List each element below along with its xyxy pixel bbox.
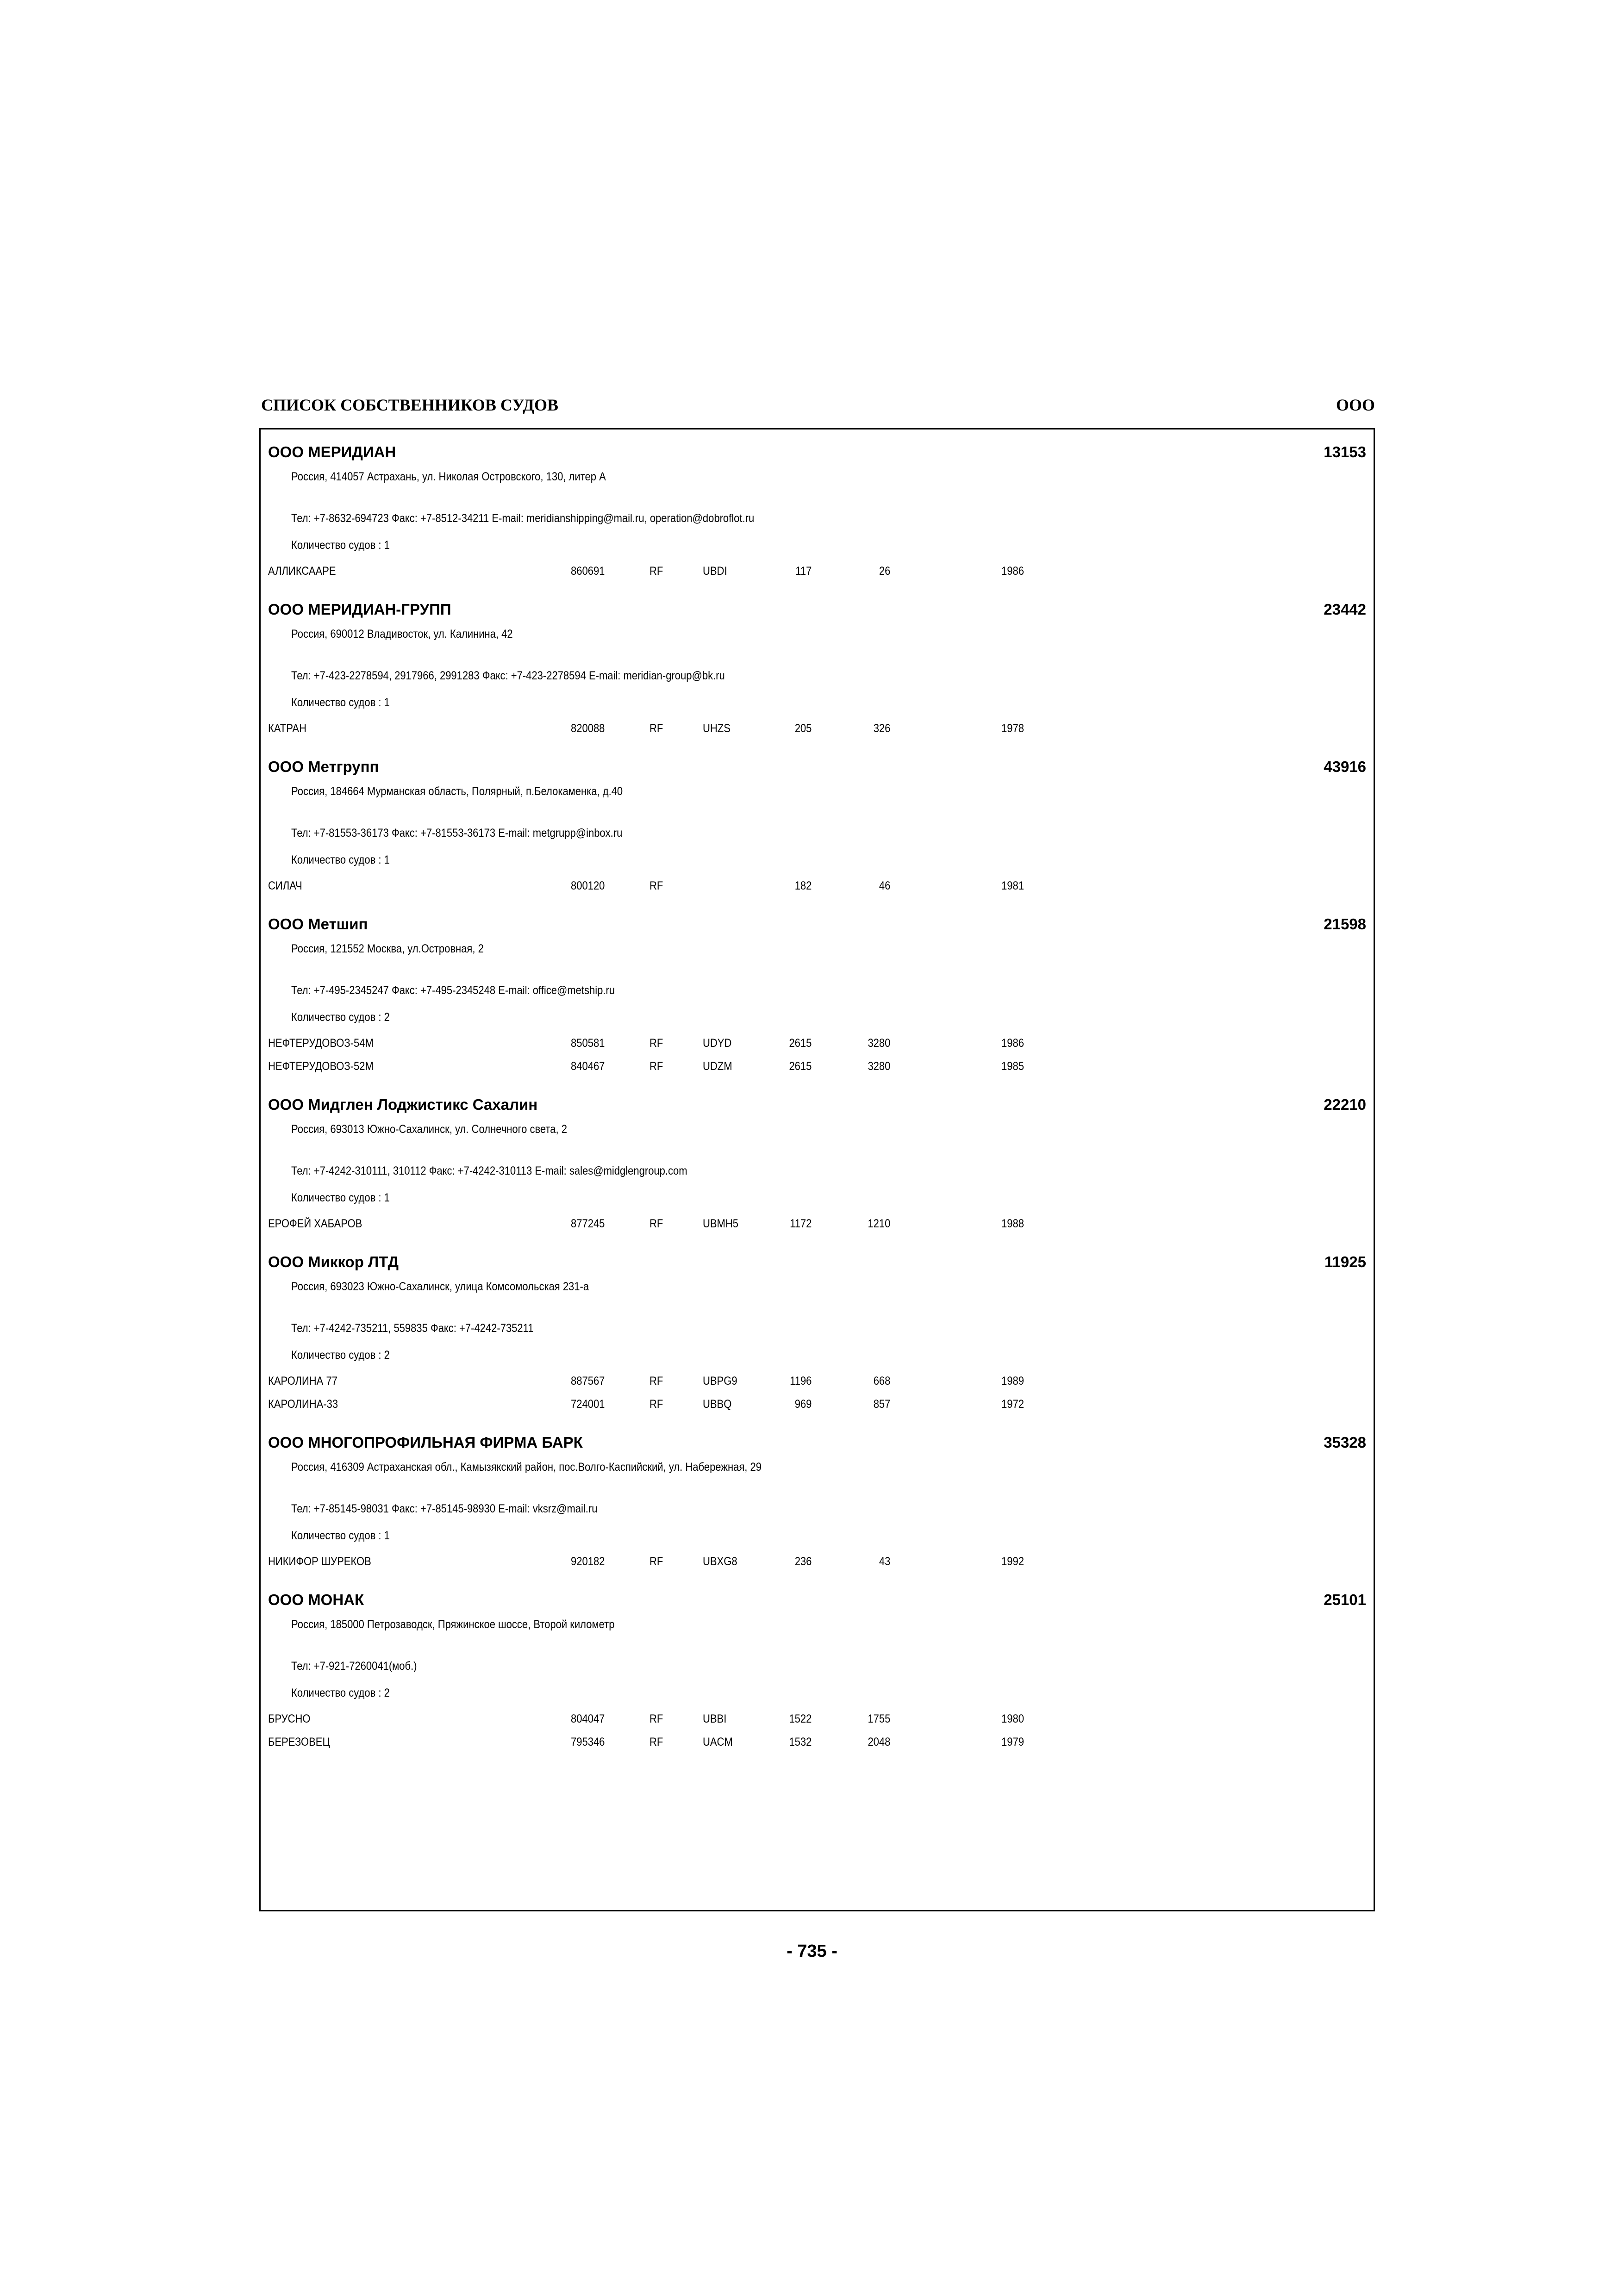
vessel-imo: 920182: [571, 1555, 605, 1568]
vessel-row: [261, 722, 1374, 740]
vessel-name: НИКИФОР ШУРЕКОВ: [268, 1555, 371, 1568]
vessel-gt: 117: [795, 565, 812, 578]
vessel-flag: RF: [650, 1555, 663, 1568]
vessel-dwt: 3280: [868, 1037, 891, 1050]
vessel-year: 1979: [1001, 1736, 1024, 1748]
owner-contacts: Тел: +7-8632-694723 Факс: +7-8512-34211 E-mail: meridianshipping@mail.ru, operation@dobroflot.ru: [291, 512, 755, 525]
vessel-year: 1989: [1001, 1375, 1024, 1388]
owner-id: 21598: [1324, 915, 1366, 933]
vessel-dwt: 1755: [868, 1712, 891, 1725]
vessel-callsign: UBDI: [703, 565, 727, 578]
vessel-count: Количество судов : 1: [291, 539, 390, 552]
vessel-callsign: UBXG8: [703, 1555, 737, 1568]
page-header: [259, 393, 1375, 421]
vessel-flag: RF: [650, 1060, 663, 1073]
vessel-name: НЕФТЕРУДОВОЗ-54М: [268, 1037, 374, 1050]
vessel-imo: 877245: [571, 1217, 605, 1230]
owner-entry: [261, 1253, 1374, 1420]
owner-address: Россия, 185000 Петрозаводск, Пряжинское шоссе, Второй километр: [291, 1618, 615, 1631]
vessel-dwt: 3280: [868, 1060, 891, 1073]
vessel-dwt: 43: [879, 1555, 891, 1568]
owner-id: 11925: [1324, 1253, 1366, 1270]
vessel-flag: RF: [650, 1736, 663, 1748]
vessel-dwt: 326: [873, 722, 891, 735]
owner-name: ООО МЕРИДИАН: [268, 443, 396, 460]
vessel-dwt: 668: [873, 1375, 891, 1388]
vessel-year: 1978: [1001, 722, 1024, 735]
page-number: - 735 -: [787, 1941, 837, 1961]
vessel-year: 1981: [1001, 879, 1024, 892]
vessel-imo: 887567: [571, 1375, 605, 1388]
vessel-gt: 1532: [789, 1736, 812, 1748]
vessel-imo: 860691: [571, 565, 605, 578]
owner-id: 13153: [1324, 443, 1366, 460]
owner-name: ООО МОНАК: [268, 1591, 364, 1608]
vessel-row: [261, 1736, 1374, 1754]
owner-name: ООО Метгрупп: [268, 758, 379, 775]
vessel-callsign: UDZM: [703, 1060, 732, 1073]
vessel-flag: RF: [650, 1217, 663, 1230]
vessel-dwt: 46: [879, 879, 891, 892]
vessel-imo: 795346: [571, 1736, 605, 1748]
vessel-imo: 820088: [571, 722, 605, 735]
vessel-callsign: UACM: [703, 1736, 733, 1748]
vessel-count: Количество судов : 2: [291, 1686, 390, 1699]
owner-contacts: Тел: +7-4242-735211, 559835 Факс: +7-4242-735211: [291, 1322, 534, 1335]
vessel-imo: 724001: [571, 1398, 605, 1411]
vessel-callsign: UBBI: [703, 1712, 727, 1725]
owner-address: Россия, 184664 Мурманская область, Полярный, п.Белокаменка, д.40: [291, 785, 623, 798]
vessel-gt: 236: [794, 1555, 812, 1568]
owner-address: Россия, 416309 Астраханская обл., Камызякский район, пос.Волго-Каспийский, ул. Набережная, 29: [291, 1461, 762, 1474]
vessel-gt: 2615: [789, 1060, 812, 1073]
vessel-flag: RF: [650, 879, 663, 892]
vessel-gt: 1172: [790, 1217, 812, 1230]
owner-contacts: Тел: +7-85145-98031 Факс: +7-85145-98930 E-mail: vksrz@mail.ru: [291, 1502, 598, 1515]
vessel-callsign: UBPG9: [703, 1375, 737, 1388]
vessel-name: АЛЛИКСААРЕ: [268, 565, 336, 578]
vessel-gt: 2615: [789, 1037, 812, 1050]
vessel-flag: RF: [650, 1375, 663, 1388]
vessel-year: 1992: [1001, 1555, 1024, 1568]
vessel-imo: 850581: [571, 1037, 605, 1050]
vessel-count: Количество судов : 1: [291, 1529, 390, 1542]
owner-id: 43916: [1324, 758, 1366, 775]
owner-contacts: Тел: +7-423-2278594, 2917966, 2991283 Факс: +7-423-2278594 E-mail: meridian-group@bk.ru: [291, 669, 725, 682]
vessel-year: 1980: [1001, 1712, 1024, 1725]
vessel-gt: 969: [794, 1398, 812, 1411]
vessel-row: [261, 879, 1374, 898]
vessel-row: [261, 1060, 1374, 1078]
vessel-count: Количество судов : 1: [291, 696, 390, 709]
owner-entry: [261, 443, 1374, 591]
section-label: ООО: [1336, 396, 1375, 414]
owner-id: 22210: [1324, 1096, 1366, 1113]
vessel-dwt: 857: [873, 1398, 891, 1411]
owner-name: ООО Миккор ЛТД: [268, 1253, 399, 1270]
vessel-count: Количество судов : 2: [291, 1011, 390, 1024]
owner-entry: [261, 1096, 1374, 1244]
vessel-flag: RF: [650, 565, 663, 578]
vessel-row: [261, 1712, 1374, 1731]
vessel-name: КАТРАН: [268, 722, 306, 735]
vessel-year: 1986: [1001, 565, 1024, 578]
owner-name: ООО МЕРИДИАН-ГРУПП: [268, 601, 451, 618]
vessel-row: [261, 1217, 1374, 1236]
owner-contacts: Тел: +7-4242-310111, 310112 Факс: +7-4242-310113 E-mail: sales@midglengroup.com: [291, 1164, 687, 1177]
vessel-name: КАРОЛИНА 77: [268, 1375, 337, 1388]
owner-address: Россия, 121552 Москва, ул.Островная, 2: [291, 942, 484, 955]
vessel-name: КАРОЛИНА-33: [268, 1398, 338, 1411]
vessel-name: СИЛАЧ: [268, 879, 302, 892]
vessel-callsign: UBMH5: [703, 1217, 739, 1230]
vessel-flag: RF: [650, 722, 663, 735]
vessel-row: [261, 1398, 1374, 1416]
vessel-year: 1988: [1001, 1217, 1024, 1230]
vessel-callsign: UHZS: [703, 722, 731, 735]
owner-address: Россия, 414057 Астрахань, ул. Николая Островского, 130, литер А: [291, 470, 606, 483]
vessel-row: [261, 1555, 1374, 1574]
vessel-gt: 1196: [790, 1375, 812, 1388]
owner-id: 35328: [1324, 1434, 1366, 1451]
vessel-name: БЕРЕЗОВЕЦ: [268, 1736, 330, 1748]
vessel-year: 1986: [1001, 1037, 1024, 1050]
owner-contacts: Тел: +7-81553-36173 Факс: +7-81553-36173 E-mail: metgrupp@inbox.ru: [291, 827, 623, 840]
vessel-row: [261, 1375, 1374, 1393]
vessel-count: Количество судов : 1: [291, 853, 390, 866]
vessel-callsign: UDYD: [703, 1037, 732, 1050]
vessel-imo: 840467: [571, 1060, 605, 1073]
owner-name: ООО Метшип: [268, 915, 368, 933]
vessel-row: [261, 565, 1374, 583]
owner-address: Россия, 690012 Владивосток, ул. Калинина, 42: [291, 628, 513, 641]
owner-address: Россия, 693023 Южно-Сахалинск, улица Комсомольская 231-а: [291, 1280, 589, 1293]
owner-entry: [261, 601, 1374, 749]
vessel-dwt: 2048: [868, 1736, 891, 1748]
vessel-flag: RF: [650, 1037, 663, 1050]
owner-id: 25101: [1324, 1591, 1366, 1608]
vessel-callsign: UBBQ: [703, 1398, 732, 1411]
owner-id: 23442: [1324, 601, 1366, 618]
vessel-imo: 804047: [571, 1712, 605, 1725]
owner-address: Россия, 693013 Южно-Сахалинск, ул. Солнечного света, 2: [291, 1123, 567, 1136]
owner-name: ООО Мидглен Лоджистикс Сахалин: [268, 1096, 538, 1113]
vessel-flag: RF: [650, 1712, 663, 1725]
vessel-year: 1985: [1001, 1060, 1024, 1073]
owners-list-frame: [259, 428, 1375, 1911]
owner-name: ООО МНОГОПРОФИЛЬНАЯ ФИРМА БАРК: [268, 1434, 583, 1451]
owner-contacts: Тел: +7-921-7260041(моб.): [291, 1660, 417, 1673]
vessel-count: Количество судов : 1: [291, 1191, 390, 1204]
vessel-dwt: 1210: [868, 1217, 891, 1230]
vessel-flag: RF: [650, 1398, 663, 1411]
vessel-year: 1972: [1001, 1398, 1024, 1411]
vessel-name: НЕФТЕРУДОВОЗ-52М: [268, 1060, 374, 1073]
owner-entry: [261, 915, 1374, 1082]
owner-contacts: Тел: +7-495-2345247 Факс: +7-495-2345248 E-mail: office@metship.ru: [291, 984, 615, 997]
owner-entry: [261, 758, 1374, 906]
vessel-row: [261, 1037, 1374, 1055]
page-title: СПИСОК СОБСТВЕННИКОВ СУДОВ: [261, 396, 559, 414]
vessel-imo: 800120: [571, 879, 605, 892]
owner-entry: [261, 1434, 1374, 1582]
owner-entry: [261, 1591, 1374, 1758]
vessel-dwt: 26: [879, 565, 891, 578]
vessel-gt: 205: [794, 722, 812, 735]
vessel-name: ЕРОФЕЙ ХАБАРОВ: [268, 1217, 362, 1230]
vessel-gt: 1522: [789, 1712, 812, 1725]
vessel-gt: 182: [794, 879, 812, 892]
vessel-count: Количество судов : 2: [291, 1349, 390, 1362]
vessel-name: БРУСНО: [268, 1712, 311, 1725]
